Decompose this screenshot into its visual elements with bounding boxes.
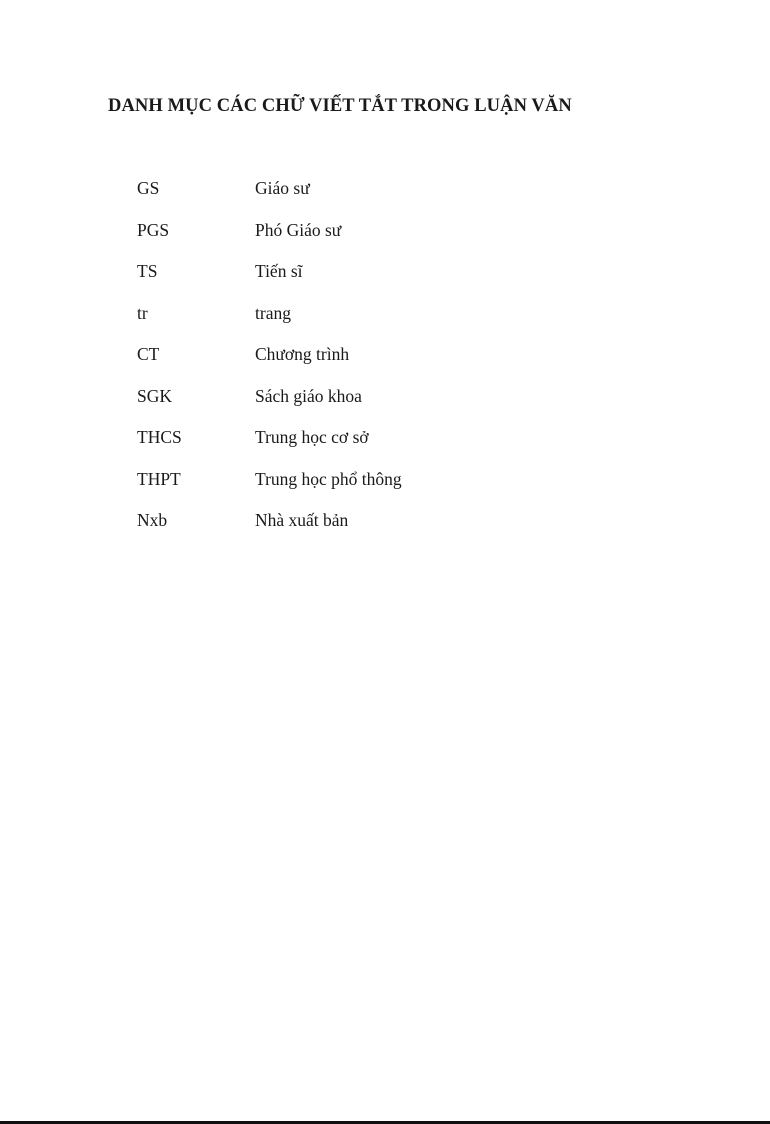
abbreviation-meaning: Nhà xuất bản bbox=[255, 510, 349, 530]
abbreviation-meaning: Giáo sư bbox=[255, 178, 310, 198]
abbreviation-list bbox=[137, 176, 402, 550]
abbreviation-term: TS bbox=[137, 261, 158, 281]
abbreviation-row bbox=[137, 384, 402, 426]
abbreviation-meaning: Trung học phổ thông bbox=[255, 468, 402, 489]
abbreviation-row bbox=[137, 467, 402, 509]
abbreviation-row bbox=[137, 425, 402, 467]
abbreviation-row bbox=[137, 508, 402, 550]
page-title: DANH MỤC CÁC CHỮ VIẾT TẮT TRONG LUẬN VĂN bbox=[108, 96, 572, 116]
abbreviation-meaning: Trung học cơ sở bbox=[255, 427, 369, 447]
abbreviation-row bbox=[137, 218, 402, 260]
abbreviation-meaning: Chương trình bbox=[255, 344, 350, 364]
abbreviation-row bbox=[137, 176, 402, 218]
abbreviation-term: PGS bbox=[137, 219, 170, 240]
abbreviation-meaning: trang bbox=[255, 302, 291, 323]
abbreviation-meaning: Tiến sĩ bbox=[255, 261, 303, 281]
abbreviation-term: THPT bbox=[137, 468, 181, 489]
abbreviation-term: Nxb bbox=[137, 510, 168, 530]
abbreviation-term: GS bbox=[137, 178, 160, 198]
abbreviation-row bbox=[137, 342, 402, 384]
abbreviation-meaning: Phó Giáo sư bbox=[255, 219, 342, 240]
abbreviation-term: THCS bbox=[137, 427, 182, 447]
abbreviation-term: tr bbox=[137, 302, 148, 323]
abbreviation-term: SGK bbox=[137, 385, 173, 406]
abbreviation-term: CT bbox=[137, 344, 160, 364]
abbreviation-row bbox=[137, 259, 402, 301]
abbreviation-meaning: Sách giáo khoa bbox=[255, 385, 362, 406]
abbreviation-row bbox=[137, 301, 402, 343]
